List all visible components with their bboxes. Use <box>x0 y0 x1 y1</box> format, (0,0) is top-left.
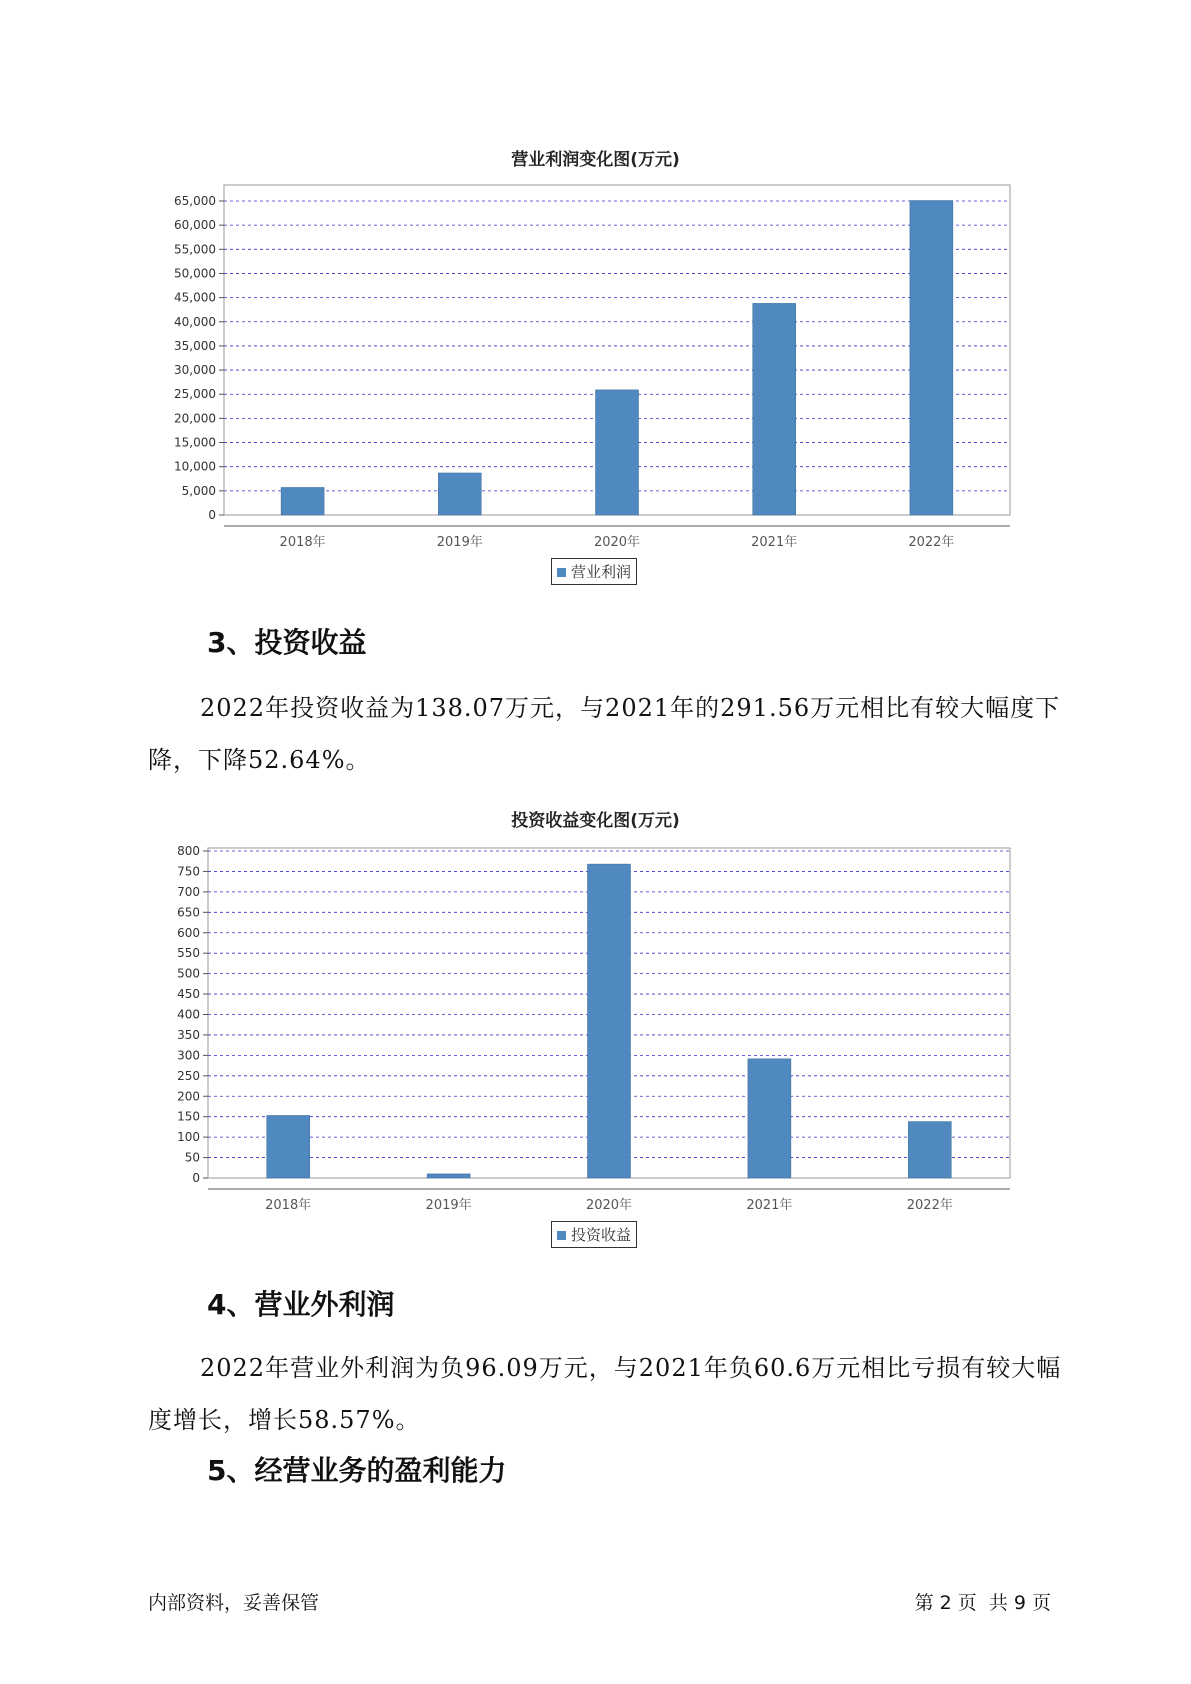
x-tick-label: 2021年 <box>751 535 798 550</box>
x-tick-label: 2020年 <box>585 1198 633 1213</box>
y-tick-label: 600 <box>177 925 200 940</box>
y-tick-label: 50,000 <box>174 266 216 281</box>
legend-swatch <box>557 1231 566 1240</box>
section-heading-profitability: 5、经营业务的盈利能力 <box>207 1454 507 1487</box>
page-number: 第 2 页 共 9 页 <box>914 1592 1051 1614</box>
y-tick-label: 400 <box>177 1007 200 1022</box>
x-tick-label: 2022年 <box>906 1198 953 1213</box>
y-tick-label: 45,000 <box>174 290 216 305</box>
y-tick-label: 40,000 <box>174 314 216 329</box>
y-tick-label: 650 <box>177 905 200 920</box>
y-tick-label: 35,000 <box>174 338 216 353</box>
section-heading-non-operating: 4、营业外利润 <box>207 1288 395 1321</box>
chart-legend <box>551 1221 637 1248</box>
y-tick-label: 100 <box>177 1130 200 1145</box>
y-tick-label: 750 <box>177 864 200 879</box>
legend-label: 投资收益 <box>571 1226 632 1244</box>
y-tick-label: 5,000 <box>181 483 216 498</box>
bar <box>588 864 631 1178</box>
x-tick-label: 2021年 <box>746 1198 793 1213</box>
y-tick-label: 450 <box>177 987 200 1002</box>
paragraph-investment: 2022年投资收益为138.07万元，与2021年的291.56万元相比有较大幅度下降，下降52.64%。 <box>148 694 1061 774</box>
bar <box>908 1122 951 1178</box>
y-tick-label: 550 <box>177 946 200 961</box>
chart-title: 营业利润变化图(万元) <box>511 150 680 170</box>
y-tick-label: 800 <box>177 844 200 858</box>
y-tick-label: 65,000 <box>174 194 216 208</box>
x-tick-label: 2022年 <box>908 535 955 550</box>
x-tick-label: 2018年 <box>279 535 326 550</box>
y-tick-label: 700 <box>177 884 200 899</box>
bar <box>427 1174 470 1178</box>
y-tick-label: 60,000 <box>174 218 216 233</box>
bar <box>267 1115 310 1178</box>
footer-note: 内部资料，妥善保管 <box>148 1592 320 1614</box>
y-tick-label: 10,000 <box>174 459 216 474</box>
legend-label: 营业利润 <box>571 563 632 581</box>
y-tick-label: 150 <box>177 1109 200 1124</box>
x-tick-label: 2020年 <box>593 535 641 550</box>
y-tick-label: 0 <box>192 1171 200 1185</box>
y-tick-label: 300 <box>177 1048 200 1063</box>
section-heading-investment: 3、投资收益 <box>207 626 367 659</box>
x-tick-label: 2018年 <box>265 1198 312 1213</box>
y-tick-label: 55,000 <box>174 242 216 257</box>
y-tick-label: 20,000 <box>174 411 216 426</box>
y-tick-label: 500 <box>177 966 200 981</box>
y-tick-label: 50 <box>184 1150 200 1165</box>
x-tick-label: 2019年 <box>425 1198 472 1213</box>
y-tick-label: 25,000 <box>174 387 216 402</box>
chart-title: 投资收益变化图(万元) <box>511 811 680 831</box>
bar <box>748 1059 791 1178</box>
y-tick-label: 350 <box>177 1027 200 1042</box>
y-tick-label: 30,000 <box>174 363 216 378</box>
y-tick-label: 250 <box>177 1068 200 1083</box>
paragraph-non-operating: 2022年营业外利润为负96.09万元，与2021年负60.6万元相比亏损有较大幅度增长，增长58.57%。 <box>148 1354 1062 1434</box>
y-tick-label: 15,000 <box>174 435 216 450</box>
x-tick-label: 2019年 <box>436 535 483 550</box>
y-tick-label: 0 <box>208 508 216 522</box>
y-tick-label: 200 <box>177 1089 200 1104</box>
